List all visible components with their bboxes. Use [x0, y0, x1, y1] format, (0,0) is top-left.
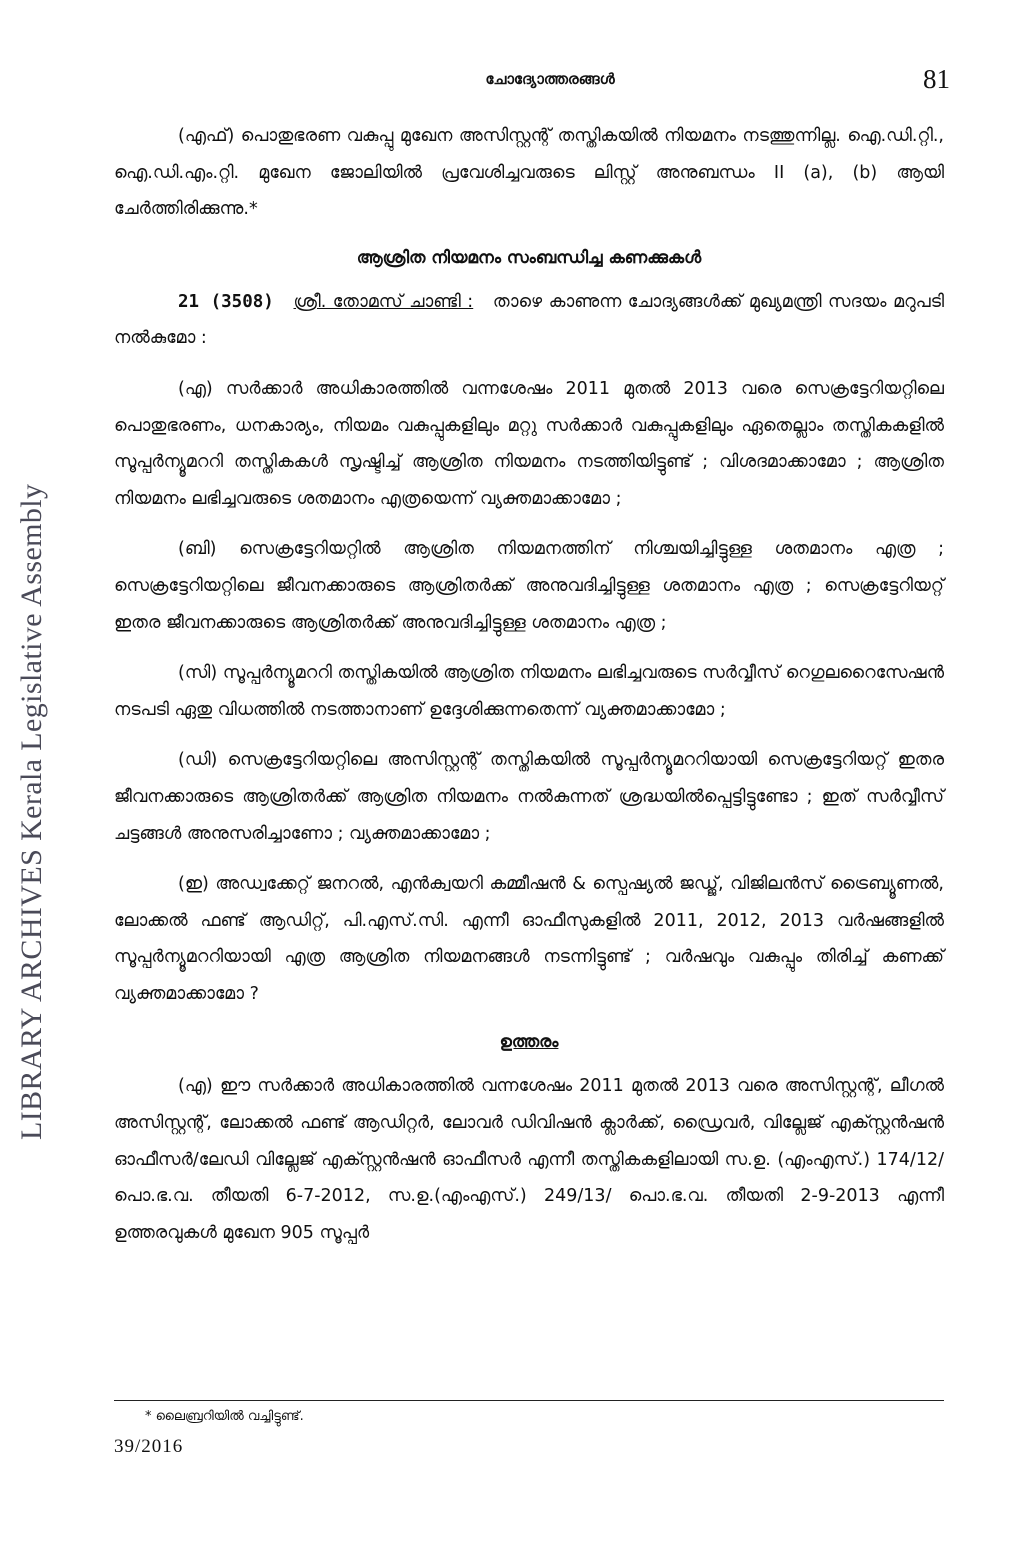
question-item-text: സൂപ്പർന്യൂമററി തസ്തികയിൽ ആശ്രിത നിയമനം ലഭിച്ചവരുടെ സർവ്വീസ് റെഗുലറൈസേഷൻ നടപടി ഏതു വിധത്തിൽ നടത്താനാണ് ഉദ്ദേശിക്കുന്നതെന്ന് വ്യക്തമാക്കാമോ ; — [114, 663, 944, 720]
section-heading: ആശ്രിത നിയമനം സംബന്ധിച്ച കണക്കുകൾ — [356, 247, 702, 268]
question-item-label: (എ) — [178, 378, 213, 399]
archive-watermark: LIBRARY ARCHIVES Kerala Legislative Assembly — [15, 483, 48, 1140]
question-item-d — [114, 742, 944, 852]
question-item-text: സർക്കാർ അധികാരത്തിൽ വന്നശേഷം 2011 മുതൽ 2013 വരെ സെക്രട്ടേറിയറ്റിലെ പൊതുഭരണം, ധനകാര്യം, നിയമം വകുപ്പുകളിലും മറ്റു സർക്കാർ വകുപ്പുകളിലും ഏതെല്ലാം തസ്തികകളിൽ സൂപ്പർന്യൂമററി തസ്തികകൾ സൃഷ്ടിച്ച് ആശ്രിത നിയമനം നടത്തിയിട്ടുണ്ട് ; വിശദമാക്കാമോ ; ആശ്രിത നിയമനം ലഭിച്ചവരുടെ ശതമാനം എത്രയെന്ന് വ്യക്തമാക്കാമോ ; — [114, 378, 944, 509]
question-intro-text: താഴെ കാണുന്ന ചോദ്യങ്ങൾക്ക് മുഖ്യമന്ത്രി സദയം മറുപടി നൽകുമോ : — [114, 291, 945, 349]
press-code: 39/2016 — [114, 1436, 184, 1457]
question-item-text: സെക്രട്ടേറിയറ്റിലെ അസിസ്റ്റന്റ് തസ്തികയിൽ സൂപ്പർന്യൂമററിയായി സെക്രട്ടേറിയറ്റ് ഇതര ജീവനക്കാരുടെ ആശ്രിതർക്ക് ആശ്രിത നിയമനം നൽകുന്നത് ശ്രദ്ധയിൽപ്പെട്ടിട്ടുണ്ടോ ; ഇത് സർവ്വീസ് ചട്ടങ്ങൾ അനുസരിച്ചാണോ ; വ്യക്തമാക്കാമോ ; — [114, 750, 944, 844]
page-number: 81 — [923, 64, 950, 94]
footnote-divider — [114, 1400, 944, 1401]
question-item-a — [114, 371, 944, 517]
running-header-title: ചോദ്യോത്തരങ്ങൾ — [485, 70, 615, 88]
question-item-text: സെക്രട്ടേറിയറ്റിൽ ആശ്രിത നിയമനത്തിന് നിശ്ചയിച്ചിട്ടുള്ള ശതമാനം എത്ര ; സെക്രട്ടേറിയറ്റിലെ ജീവനക്കാരുടെ ആശ്രിതർക്ക് അനുവദിച്ചിട്ടുള്ള ശതമാനം എത്ര ; സെക്രട്ടേറിയറ്റ് ഇതര ജീവനക്കാരുടെ ആശ്രിതർക്ക് അനുവദിച്ചിട്ടുള്ള ശതമാനം എത്ര ; — [114, 539, 944, 633]
answer-item-label: (എ) — [178, 1076, 213, 1097]
answer-item-text: ഈ സർക്കാർ അധികാരത്തിൽ വന്നശേഷം 2011 മുതൽ 2013 വരെ അസിസ്റ്റന്റ്, ലീഗൽ അസിസ്റ്റന്റ്, ലോക്കൽ ഫണ്ട് ആഡിറ്റർ, ലോവർ ഡിവിഷൻ ക്ലാർക്ക്, ഡ്രൈവർ, വില്ലേജ് എക്സ്റ്റൻഷൻ ഓഫീസർ/ലേഡി വില്ലേജ് എക്സ്റ്റൻഷൻ ഓഫീസർ എന്നീ തസ്തികകളിലായി സ.ഉ. (എംഎസ്.) 174/12/പൊ.ഭ.വ. തീയതി 6-7-2012, സ.ഉ.(എംഎസ്.) 249/13/ പൊ.ഭ.വ. തീയതി 2-9-2013 എന്നീ ഉത്തരവുകൾ മുഖേന 905 സൂപ്പർ — [114, 1076, 944, 1243]
question-item-label: (ഡി) — [178, 750, 218, 771]
question-item-text: അഡ്വക്കേറ്റ് ജനറൽ, എൻക്വയറി കമ്മീഷൻ & സ്പെഷ്യൽ ജഡ്ജ്, വിജിലൻസ് ട്രൈബ്യൂണൽ, ലോക്കൽ ഫണ്ട് ആഡിറ്റ്, പി.എസ്.സി. എന്നീ ഓഫീസുകളിൽ 2011, 2012, 2013 വർഷങ്ങളിൽ സൂപ്പർന്യൂമററിയായി എത്ര ആശ്രിത നിയമനങ്ങൾ നടന്നിട്ടുണ്ട് ; വർഷവും വകുപ്പും തിരിച്ച് കണക്ക് വ്യക്തമാക്കാമോ ? — [114, 874, 944, 1004]
question-intro — [114, 284, 944, 357]
answer-heading: ഉത്തരം — [499, 1032, 559, 1053]
question-number: 21 (3508) — [178, 291, 274, 312]
question-asked-by: ശ്രീ. തോമസ് ചാണ്ടി : — [293, 291, 474, 312]
question-item-label: (ഇ) — [178, 874, 209, 895]
question-item-b — [114, 531, 944, 641]
question-item-label: (ബി) — [178, 539, 217, 560]
paragraph-f — [114, 118, 944, 228]
question-item-label: (സി) — [178, 663, 218, 684]
paragraph-f-label: (എഫ്) — [178, 126, 235, 146]
question-item-c — [114, 655, 944, 728]
page-body — [114, 118, 944, 1265]
footnote: * ലൈബ്രറിയിൽ വച്ചിട്ടുണ്ട്. — [145, 1409, 304, 1424]
answer-item-a — [114, 1068, 944, 1251]
paragraph-f-text: പൊതുഭരണ വകുപ്പു മുഖേന അസിസ്റ്റന്റ് തസ്തികയിൽ നിയമനം നടത്തുന്നില്ല. ഐ.ഡി.റ്റി., ഐ.ഡി.എം.റ്റി. മുഖേന ജോലിയിൽ പ്രവേശിച്ചവരുടെ ലിസ്റ്റ് അനുബന്ധം II (a), (b) ആയി ചേർത്തിരിക്കുന്നു.* — [114, 126, 944, 220]
question-item-e — [114, 866, 944, 1012]
